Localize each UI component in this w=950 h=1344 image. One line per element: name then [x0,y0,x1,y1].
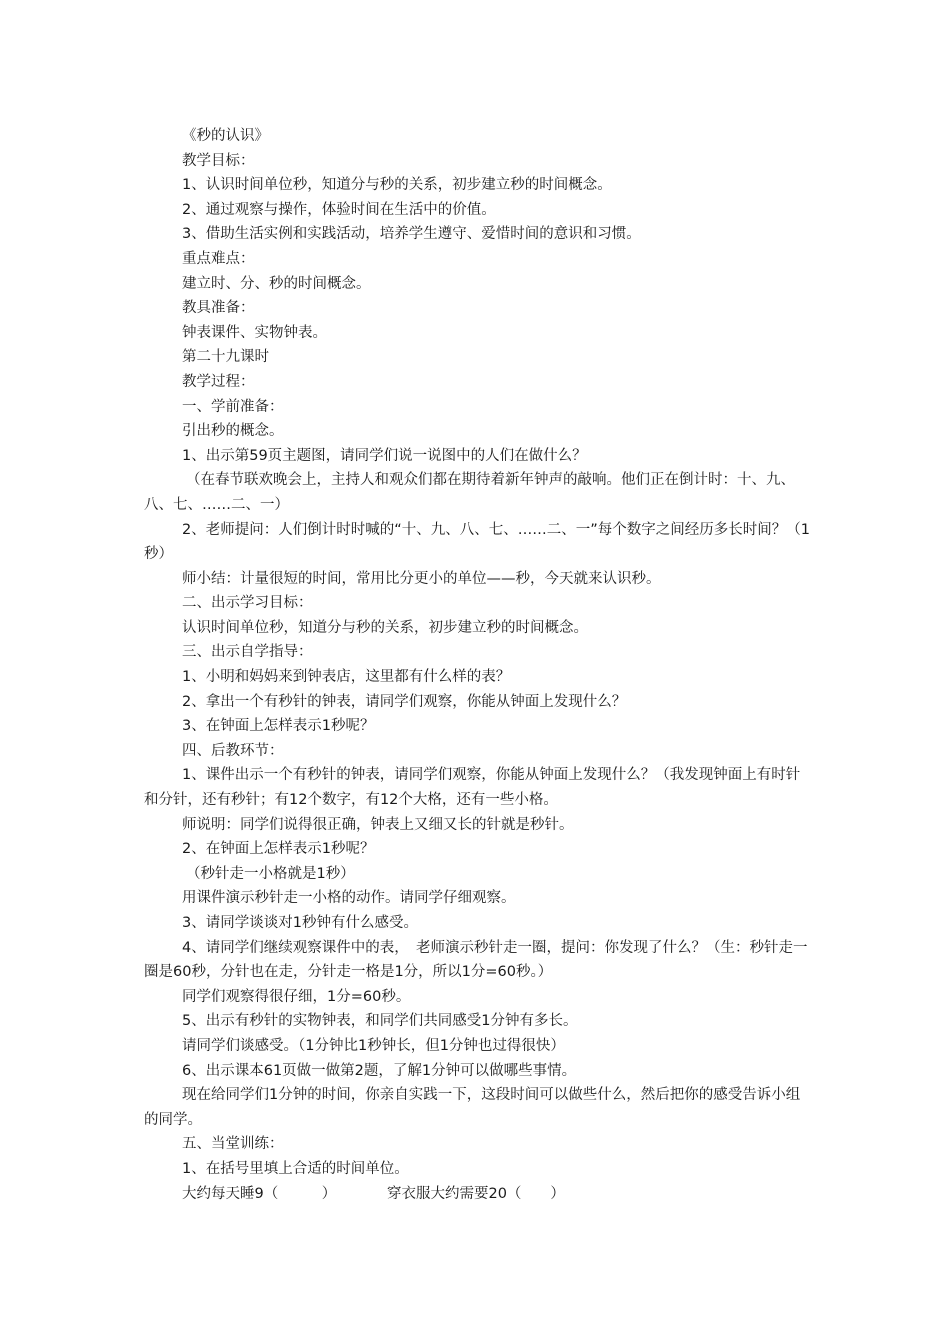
section-heading-process: 教学过程： [182,373,255,390]
document-body [144,124,812,1206]
goal-item-3: 3、借助生活实例和实践活动，培养学生遵守、爱惜时间的意识和习惯。 [182,226,641,243]
paragraph-text: 5、出示有秒针的实物钟表，和同学们共同感受1分钟有多长。 [182,1013,578,1030]
step-heading-3: 三、出示自学指导： [182,644,313,661]
paragraph-text: 师小结：计量很短的时间，常用比分更小的单位——秒，今天就来认识秒。 [182,570,661,587]
paragraph-text: （在春节联欢晚会上，主持人和观众们都在期待着新年钟声的敲响。他们正在倒计时：十、九、八、七、……二、一） [144,472,795,513]
paragraph-text: 师说明：同学们说得很正确，钟表上又细又长的针就是秒针。 [182,816,574,833]
paragraph-text: 4、请同学们继续观察课件中的表， 老师演示秒针走一圈，提问：你发现了什么？（生：秒针走一圈是60秒，分针也在走，分针走一格是1分，所以1分=60秒。） [144,939,808,981]
paragraph-text: 大约每天睡9（ ） 穿衣服大约需要20（ ） [182,1185,565,1202]
paragraph-text: 用课件演示秒针走一小格的动作。请同学仔细观察。 [182,890,516,907]
paragraph-text: 现在给同学们1分钟的时间，你亲自实践一下，这段时间可以做些什么，然后把你的感受告诉小组的同学。 [144,1087,801,1128]
lesson-number: 第二十九课时 [182,349,269,366]
paragraph-text: 2、拿出一个有秒针的钟表，请同学们观察，你能从钟面上发现什么？ [182,693,627,710]
paragraph-text: 3、请同学谈谈对1秒钟有什么感受。 [182,915,418,931]
paragraph-text: 1、在括号里填上合适的时间单位。 [182,1160,409,1177]
section-heading-goals: 教学目标： [182,152,255,169]
paragraph-text: 3、在钟面上怎样表示1秒呢？ [182,718,375,735]
goal-item-2: 2、通过观察与操作，体验时间在生活中的价值。 [182,201,496,218]
step-heading-5: 五、当堂训练： [182,1136,284,1153]
paragraph-text: 引出秒的概念。 [182,423,284,440]
section-heading-materials: 教具准备： [182,300,255,317]
step-heading-1: 一、学前准备： [182,398,284,415]
paragraph-text: 同学们观察得很仔细，1分=60秒。 [182,988,411,1005]
materials-text: 钟表课件、实物钟表。 [182,324,327,341]
paragraph-text: 1、课件出示一个有秒针的钟表，请同学们观察，你能从钟面上发现什么？（我发现钟面上有时针和分针，还有秒针；有12个数字，有12个大格，还有一些小格。 [144,767,801,809]
lesson-title: 《秒的认识》 [182,128,269,144]
paragraph-text: 6、出示课本61页做一做第2题，了解1分钟可以做哪些事情。 [182,1062,577,1079]
step-heading-4: 四、后教环节： [182,742,284,759]
step-heading-2: 二、出示学习目标： [182,595,313,612]
paragraph-text: 1、出示第59页主题图，请同学们说一说图中的人们在做什么？ [182,447,587,464]
goal-item-1: 1、认识时间单位秒，知道分与秒的关系，初步建立秒的时间概念。 [182,177,612,194]
key-points-text: 建立时、分、秒的时间概念。 [182,275,371,292]
paragraph-text: 认识时间单位秒，知道分与秒的关系，初步建立秒的时间概念。 [182,619,588,636]
section-heading-key-points: 重点难点： [182,250,255,267]
paragraph-text: 2、老师提问：人们倒计时时喊的“十、九、八、七、……二、一”每个数字之间经历多长时间？（1秒） [144,521,810,563]
paragraph-text: （秒针走一小格就是1秒） [186,865,355,882]
paragraph-text: 1、小明和妈妈来到钟表店，这里都有什么样的表？ [182,669,511,686]
paragraph-text: 2、在钟面上怎样表示1秒呢？ [182,841,375,858]
paragraph-text: 请同学们谈感受。（1分钟比1秒钟长，但1分钟也过得很快） [182,1037,565,1054]
